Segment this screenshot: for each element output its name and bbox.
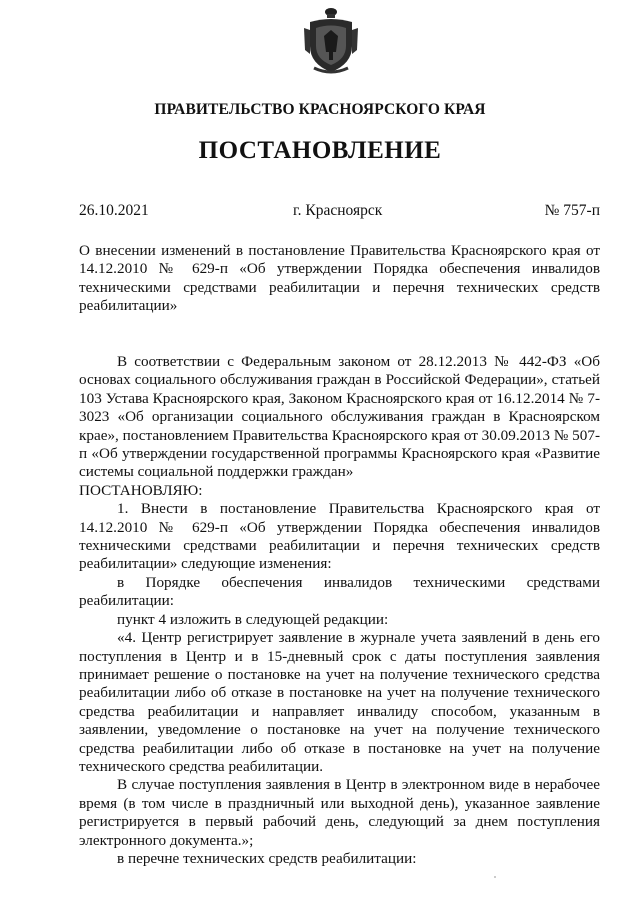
scan-speck bbox=[494, 876, 496, 878]
document-number: № 757-п bbox=[544, 202, 600, 219]
item-1d-paragraph: В случае поступления заявления в Центр в электронном виде в нерабочее время (в том числе в праздничный или выходной день), указанное заявление регистрируется в первый рабочий день, следующий за днем поступления электронного документа.»; bbox=[79, 776, 600, 849]
krasnoyarsk-coat-of-arms-icon bbox=[302, 6, 360, 76]
document-type: ПОСТАНОВЛЕНИЕ bbox=[198, 137, 442, 164]
item-1e-paragraph: в перечне технических средств реабилитации: bbox=[117, 849, 417, 867]
document-city: г. Красноярск bbox=[293, 202, 383, 219]
item-1a-paragraph: в Порядке обеспечения инвалидов техническими средствами реабилитации: bbox=[79, 573, 600, 610]
document-title: О внесении изменений в постановление Правительства Красноярского края от 14.12.2010 № 629-п «Об утверждении Порядка обеспечения инвалидов техническими средствами реабилитации и перечня технических средств реабилитации» bbox=[79, 242, 600, 315]
item-1-paragraph: 1. Внести в постановление Правительства Красноярского края от 14.12.2010 № 629-п «Об утверждении Порядка обеспечения инвалидов техническими средствами реабилитации и перечня технических средств реабилитации» следующие изменения: bbox=[79, 500, 600, 573]
decree-word: ПОСТАНОВЛЯЮ: bbox=[79, 481, 203, 499]
document-date: 26.10.2021 bbox=[79, 202, 149, 219]
item-1c-paragraph: «4. Центр регистрирует заявление в журнале учета заявлений в день его поступления в Центр и в 15-дневный срок с даты поступления заявления принимает решение о постановке на учет на получение технического средства реабилитации либо об отказе в постановке на учет на получение технического средства реабилитации и направляет инвалиду способом, указанным в заявлении, уведомление о постановке на учет на получение технического средства реабилитации либо об отказе в постановке на учет на получение технического средства реабилитации. bbox=[79, 629, 600, 775]
document-body bbox=[79, 353, 600, 868]
preamble-paragraph: В соответствии с Федеральным законом от 28.12.2013 № 442-ФЗ «Об основах социального обслуживания граждан в Российской Федерации», статьей 103 Устава Красноярского края, Законом Красноярского края от 16.12.2014 № 7-3023 «Об организации социального обслуживания граждан в Красноярском крае», постановлением Правительства Красноярского края от 30.09.2013 № 507-п «Об утверждении государственной программы Красноярского края «Развитие системы социальной поддержки граждан» bbox=[79, 353, 600, 481]
item-1b-paragraph: пункт 4 изложить в следующей редакции: bbox=[117, 610, 389, 628]
organization-name: ПРАВИТЕЛЬСТВО КРАСНОЯРСКОГО КРАЯ bbox=[154, 101, 486, 118]
